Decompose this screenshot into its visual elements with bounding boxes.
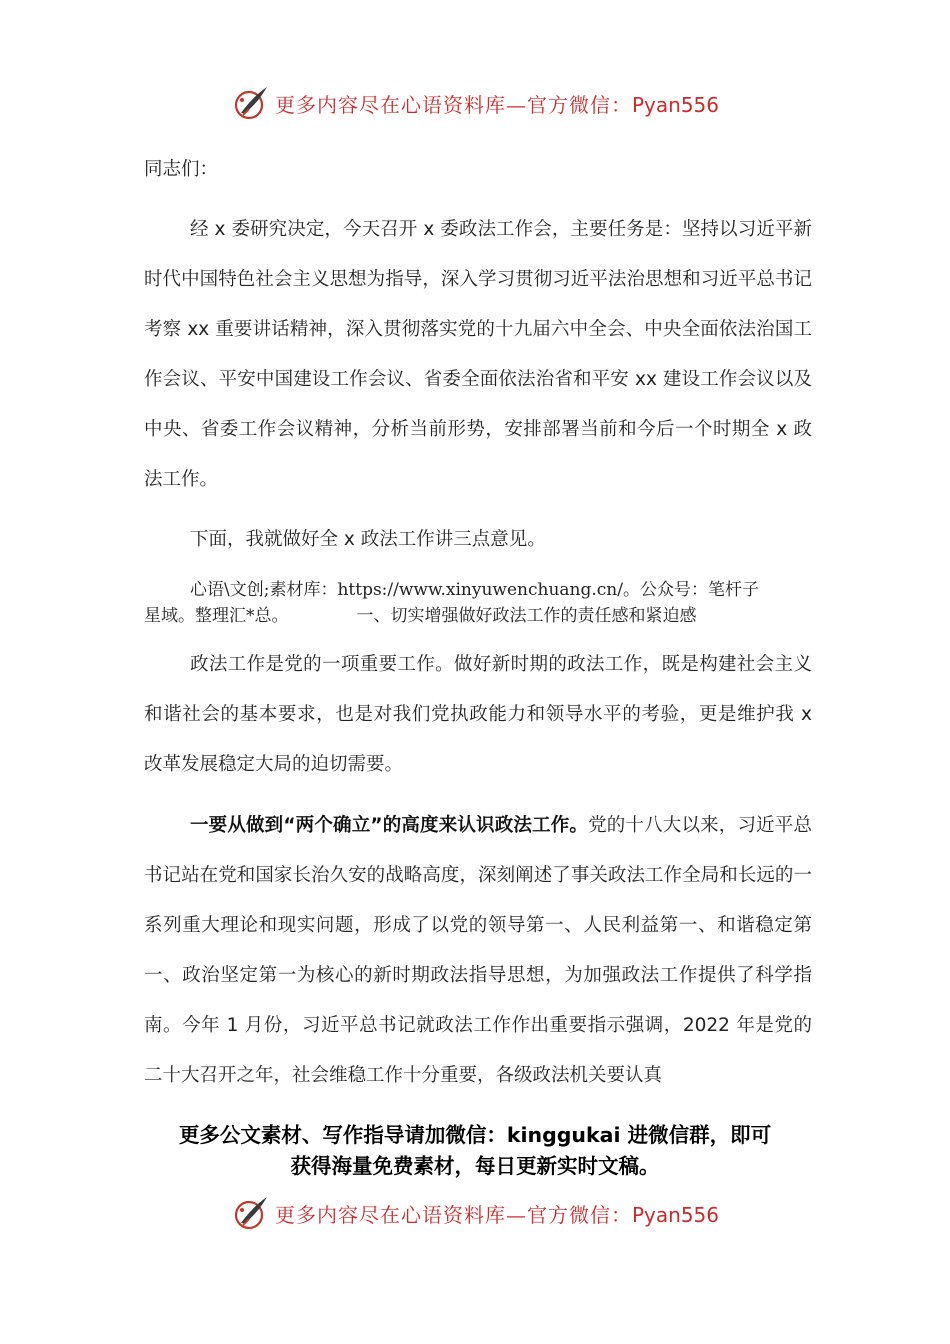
greeting: 同志们： — [144, 159, 219, 180]
header-banner-text: 更多内容尽在心语资料库—官方微信：Pyan556 — [274, 92, 719, 117]
footer-wechat-id: Pyan556 — [631, 1202, 719, 1227]
source-note-line2: 星域。整理汇*总。 — [144, 606, 289, 626]
promo-block — [0, 1120, 950, 1182]
section-heading-1: 一、切实增强做好政法工作的责任感和紧迫感 — [356, 606, 697, 626]
source-note-line1: 心语\文创;素材库：https://www.xinyuwenchuang.cn/。公众号：笔杆子 — [190, 580, 759, 600]
header-wechat-id: Pyan556 — [631, 92, 719, 117]
paragraph-intro: 经 x 委研究决定，今天召开 x 委政法工作会，主要任务是：坚持以习近平新时代中国特色社会主义思想为指导，深入学习贯彻习近平法治思想和习近平总书记考察 xx 重要讲话精神，深入贯彻落实党的十九届六中全会、中央全面依法治国工作会议、平安中国建设工作会议、省委全面依法治省和平安 xx 建设工作会议以及中央、省委工作会议精神，分析当前形势，安排部署当前和今后一个时期全 x 政法工作。 — [144, 219, 812, 490]
quill-logo-icon — [231, 83, 271, 123]
footer-banner — [0, 1191, 950, 1235]
quill-logo-icon — [231, 1193, 271, 1233]
paragraph-outline: 下面，我就做好全 x 政法工作讲三点意见。 — [190, 529, 546, 550]
header-banner — [0, 81, 950, 125]
point1-body: 党的十八大以来，习近平总书记站在党和国家长治久安的战略高度，深刻阐述了事关政法工作全局和长远的一系列重大理论和现实问题，形成了以党的领导第一、人民利益第一、和谐稳定第一、政治坚定第一为核心的新时期政法指导思想，为加强政法工作提供了科学指南。今年 1 月份，习近平总书记就政法工作作出重要指示强调，2022 年是党的二十大召开之年，社会维稳工作十分重要，各级政法机关要认真 — [144, 815, 812, 1086]
point1-heading: 一要从做到“两个确立”的高度来认识政法工作。 — [190, 815, 589, 836]
source-note — [144, 577, 812, 629]
paragraph-point1 — [144, 801, 812, 1101]
footer-banner-text: 更多内容尽在心语资料库—官方微信：Pyan556 — [274, 1202, 719, 1227]
promo-line-1: 更多公文素材、写作指导请加微信：kinggukai 进微信群，即可 — [178, 1123, 772, 1147]
paragraph-section1: 政法工作是党的一项重要工作。做好新时期的政法工作，既是构建社会主义和谐社会的基本要求，也是对我们党执政能力和领导水平的考验，更是维护我 x 改革发展稳定大局的迫切需要。 — [144, 654, 812, 775]
promo-line-2: 获得海量免费素材，每日更新实时文稿。 — [290, 1154, 660, 1178]
